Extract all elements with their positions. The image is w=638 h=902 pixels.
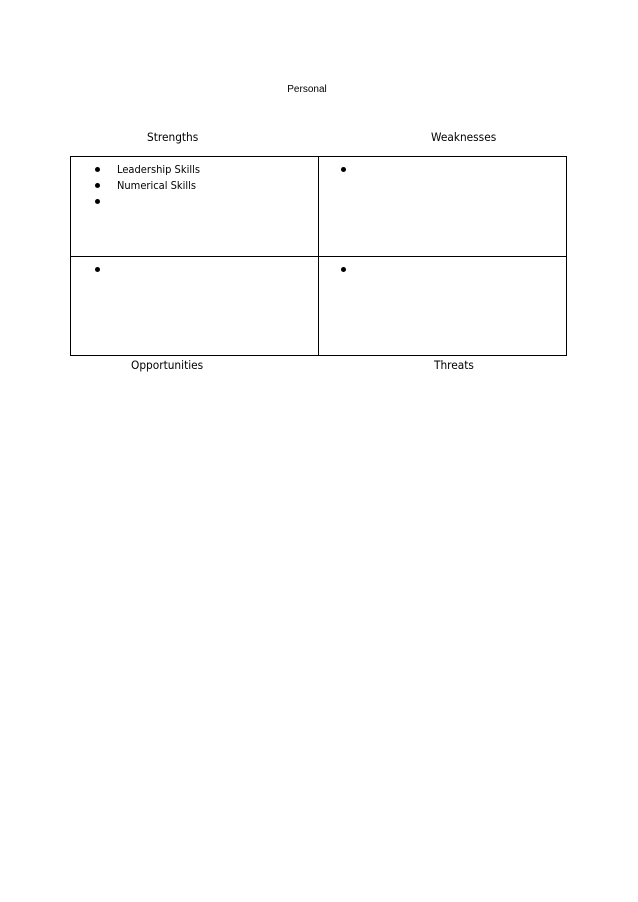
- page-title: Personal: [287, 84, 327, 95]
- list-item: [95, 261, 117, 277]
- list-item: [341, 261, 363, 277]
- list-item-text: Numerical Skills: [117, 178, 197, 192]
- bullet-icon: [341, 267, 346, 272]
- opportunities-cell: [95, 261, 117, 277]
- list-item: [95, 177, 209, 193]
- list-item: [95, 161, 209, 177]
- weaknesses-heading: Weaknesses: [431, 130, 497, 144]
- threats-cell: [341, 261, 363, 277]
- horizontal-divider: [71, 256, 566, 257]
- bullet-icon: [95, 183, 100, 188]
- bullet-icon: [341, 167, 346, 172]
- strengths-cell: [95, 161, 209, 209]
- swot-table: [70, 156, 567, 356]
- strengths-heading: Strengths: [147, 130, 199, 144]
- weaknesses-cell: [341, 161, 363, 177]
- bullet-icon: [95, 167, 100, 172]
- list-item: [95, 193, 209, 209]
- threats-heading: Threats: [434, 358, 474, 372]
- list-item-text: Leadership Skills: [117, 162, 200, 176]
- opportunities-heading: Opportunities: [131, 358, 204, 372]
- list-item: [341, 161, 363, 177]
- bullet-icon: [95, 199, 100, 204]
- bullet-icon: [95, 267, 100, 272]
